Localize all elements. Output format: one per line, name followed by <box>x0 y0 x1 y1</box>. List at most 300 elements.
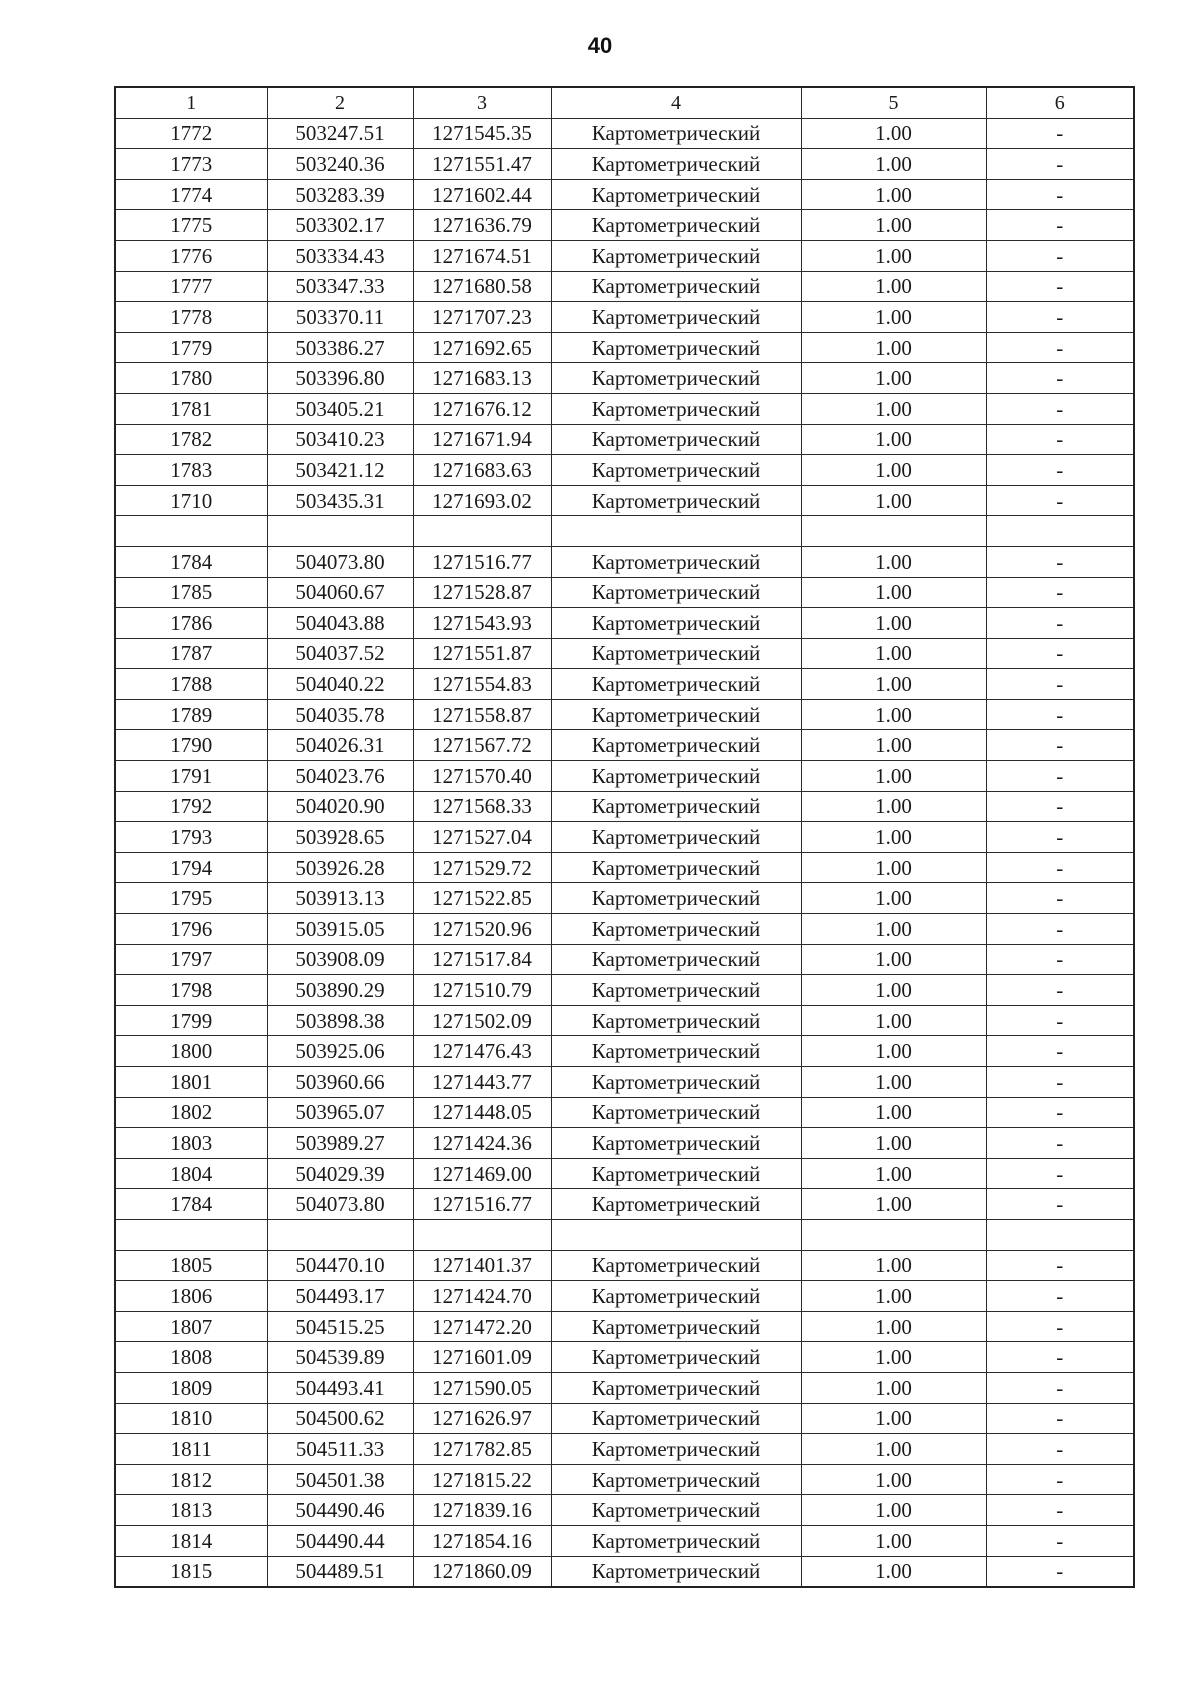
table-cell: 1271545.35 <box>413 118 551 149</box>
table-cell: 1271517.84 <box>413 944 551 975</box>
table-cell: - <box>986 730 1134 761</box>
table-cell: Картометрический <box>551 485 801 516</box>
table-cell: 503347.33 <box>267 271 413 302</box>
table-cell: Картометрический <box>551 179 801 210</box>
table-cell: 1271683.13 <box>413 363 551 394</box>
table-cell: 1.00 <box>801 302 986 333</box>
table-cell: 1.00 <box>801 761 986 792</box>
table-cell: Картометрический <box>551 975 801 1006</box>
table-cell: Картометрический <box>551 883 801 914</box>
table-row <box>115 1036 1134 1067</box>
table-cell: 1.00 <box>801 914 986 945</box>
table-cell: Картометрический <box>551 118 801 149</box>
table-cell: 1.00 <box>801 1067 986 1098</box>
table-cell: 1.00 <box>801 944 986 975</box>
table-cell: Картометрический <box>551 638 801 669</box>
table-cell: 1777 <box>115 271 267 302</box>
table-cell: 1.00 <box>801 822 986 853</box>
table-cell: - <box>986 638 1134 669</box>
table-cell: - <box>986 822 1134 853</box>
table-cell: 1.00 <box>801 669 986 700</box>
table-cell: 1271551.87 <box>413 638 551 669</box>
table-row <box>115 852 1134 883</box>
table-row <box>115 1158 1134 1189</box>
table-cell: 1812 <box>115 1464 267 1495</box>
table-cell: - <box>986 393 1134 424</box>
table-cell: Картометрический <box>551 1342 801 1373</box>
table-cell: 1782 <box>115 424 267 455</box>
table-cell: 1271527.04 <box>413 822 551 853</box>
table-cell: 504037.52 <box>267 638 413 669</box>
table-cell: 504493.41 <box>267 1372 413 1403</box>
table-cell: - <box>986 1005 1134 1036</box>
table-cell: Картометрический <box>551 393 801 424</box>
table-cell: 1797 <box>115 944 267 975</box>
table-row <box>115 393 1134 424</box>
table-cell: 504515.25 <box>267 1311 413 1342</box>
table-cell: 1810 <box>115 1403 267 1434</box>
table-cell: 503421.12 <box>267 455 413 486</box>
table-cell: 1.00 <box>801 1372 986 1403</box>
table-row <box>115 791 1134 822</box>
table-cell: 1.00 <box>801 118 986 149</box>
table-cell: - <box>986 608 1134 639</box>
table-cell: 1.00 <box>801 1158 986 1189</box>
table-cell: 1784 <box>115 546 267 577</box>
table-cell: Картометрический <box>551 332 801 363</box>
table-cell: - <box>986 1342 1134 1373</box>
table-cell: 1.00 <box>801 179 986 210</box>
table-cell: - <box>986 669 1134 700</box>
table-cell: 1271543.93 <box>413 608 551 639</box>
table-row <box>115 883 1134 914</box>
table-body <box>115 118 1134 1587</box>
table-cell: 504026.31 <box>267 730 413 761</box>
table-cell: 1.00 <box>801 1556 986 1587</box>
table-row <box>115 730 1134 761</box>
table-cell: 1.00 <box>801 393 986 424</box>
table-cell: - <box>986 332 1134 363</box>
table-cell: Картометрический <box>551 1464 801 1495</box>
table-cell: 1271529.72 <box>413 852 551 883</box>
table-cell: Картометрический <box>551 1097 801 1128</box>
table-cell: Картометрический <box>551 302 801 333</box>
table-cell: 504490.46 <box>267 1495 413 1526</box>
table-cell: 1776 <box>115 240 267 271</box>
table-cell: 503386.27 <box>267 332 413 363</box>
table-cell: 1.00 <box>801 1281 986 1312</box>
table-cell: 1271590.05 <box>413 1372 551 1403</box>
table-cell: 1789 <box>115 699 267 730</box>
table-row <box>115 608 1134 639</box>
table-cell: 1271671.94 <box>413 424 551 455</box>
table-cell: - <box>986 546 1134 577</box>
table-cell <box>551 1219 801 1250</box>
table-cell: - <box>986 1525 1134 1556</box>
table-cell: 1806 <box>115 1281 267 1312</box>
table-cell: 503410.23 <box>267 424 413 455</box>
table-cell: Картометрический <box>551 240 801 271</box>
table-cell: 503370.11 <box>267 302 413 333</box>
table-cell: 1786 <box>115 608 267 639</box>
column-header: 1 <box>115 87 267 118</box>
table-cell: 1802 <box>115 1097 267 1128</box>
table-cell: 1.00 <box>801 1525 986 1556</box>
table-cell: 1.00 <box>801 240 986 271</box>
table-cell: 1.00 <box>801 271 986 302</box>
table-cell: - <box>986 485 1134 516</box>
table-cell: 1.00 <box>801 730 986 761</box>
table-cell: 1271602.44 <box>413 179 551 210</box>
table-cell: 1271558.87 <box>413 699 551 730</box>
table-cell: 1.00 <box>801 1495 986 1526</box>
table-cell: - <box>986 1372 1134 1403</box>
table-cell: 503302.17 <box>267 210 413 241</box>
table-cell: 504043.88 <box>267 608 413 639</box>
table-cell: 503240.36 <box>267 149 413 180</box>
table-cell: 1.00 <box>801 149 986 180</box>
table-cell: 1809 <box>115 1372 267 1403</box>
table-cell: 1.00 <box>801 791 986 822</box>
table-cell <box>986 516 1134 547</box>
table-row <box>115 240 1134 271</box>
table-cell <box>267 1219 413 1250</box>
table-cell: - <box>986 1158 1134 1189</box>
table-cell: 504020.90 <box>267 791 413 822</box>
table-cell: - <box>986 577 1134 608</box>
table-cell: 503925.06 <box>267 1036 413 1067</box>
table-cell: 1271626.97 <box>413 1403 551 1434</box>
table-cell: 1271568.33 <box>413 791 551 822</box>
table-cell: - <box>986 1036 1134 1067</box>
table-cell: 1.00 <box>801 1403 986 1434</box>
table-cell: Картометрический <box>551 1403 801 1434</box>
table-cell: 1.00 <box>801 608 986 639</box>
table-cell: - <box>986 1556 1134 1587</box>
table-row <box>115 1005 1134 1036</box>
table-row <box>115 1525 1134 1556</box>
table-cell: - <box>986 455 1134 486</box>
table-row <box>115 1556 1134 1587</box>
table-cell: Картометрический <box>551 1158 801 1189</box>
table-cell: 1271469.00 <box>413 1158 551 1189</box>
table-cell: 503405.21 <box>267 393 413 424</box>
table-cell: 1271693.02 <box>413 485 551 516</box>
table-cell: 503247.51 <box>267 118 413 149</box>
table-cell: - <box>986 1434 1134 1465</box>
table-cell: - <box>986 1067 1134 1098</box>
table-cell: 1.00 <box>801 332 986 363</box>
column-header: 4 <box>551 87 801 118</box>
table-cell: 1.00 <box>801 1311 986 1342</box>
table-cell: 1795 <box>115 883 267 914</box>
table-row <box>115 149 1134 180</box>
table-cell: 1779 <box>115 332 267 363</box>
table-row <box>115 1434 1134 1465</box>
table-cell: 1710 <box>115 485 267 516</box>
table-cell: 1.00 <box>801 883 986 914</box>
table-cell: - <box>986 1495 1134 1526</box>
table-cell: 1271516.77 <box>413 1189 551 1220</box>
table-cell: 503898.38 <box>267 1005 413 1036</box>
coordinates-table-container <box>114 86 1135 1588</box>
table-cell: 1794 <box>115 852 267 883</box>
table-cell <box>413 516 551 547</box>
table-cell: - <box>986 699 1134 730</box>
table-cell: 1271551.47 <box>413 149 551 180</box>
table-cell: 1271502.09 <box>413 1005 551 1036</box>
table-cell: 1.00 <box>801 1342 986 1373</box>
table-cell: 1781 <box>115 393 267 424</box>
table-cell: Картометрический <box>551 914 801 945</box>
table-row <box>115 669 1134 700</box>
table-cell: 1805 <box>115 1250 267 1281</box>
table-row <box>115 1372 1134 1403</box>
table-cell: Картометрический <box>551 577 801 608</box>
table-cell: 1271815.22 <box>413 1464 551 1495</box>
table-cell: Картометрический <box>551 271 801 302</box>
table-cell: - <box>986 1403 1134 1434</box>
table-cell: - <box>986 1250 1134 1281</box>
table-cell: Картометрический <box>551 1525 801 1556</box>
table-row <box>115 1311 1134 1342</box>
column-header: 6 <box>986 87 1134 118</box>
table-row <box>115 1403 1134 1434</box>
table-cell: 503989.27 <box>267 1128 413 1159</box>
coordinates-table <box>114 86 1135 1588</box>
table-row <box>115 302 1134 333</box>
table-cell: 1798 <box>115 975 267 1006</box>
table-cell: 1271839.16 <box>413 1495 551 1526</box>
table-row <box>115 179 1134 210</box>
table-cell: Картометрический <box>551 546 801 577</box>
table-cell: - <box>986 210 1134 241</box>
table-row <box>115 638 1134 669</box>
table-cell <box>115 1219 267 1250</box>
table-cell: 1793 <box>115 822 267 853</box>
table-cell: 1796 <box>115 914 267 945</box>
table-cell: - <box>986 944 1134 975</box>
column-header: 3 <box>413 87 551 118</box>
table-cell: - <box>986 1128 1134 1159</box>
table-cell: 1785 <box>115 577 267 608</box>
table-row <box>115 914 1134 945</box>
table-row <box>115 761 1134 792</box>
table-cell: 1815 <box>115 1556 267 1587</box>
table-cell: 503435.31 <box>267 485 413 516</box>
table-cell: 1.00 <box>801 1097 986 1128</box>
table-cell: 1773 <box>115 149 267 180</box>
table-cell: 1775 <box>115 210 267 241</box>
table-cell: 504539.89 <box>267 1342 413 1373</box>
table-cell: 1783 <box>115 455 267 486</box>
table-cell: 1271528.87 <box>413 577 551 608</box>
table-cell: - <box>986 271 1134 302</box>
table-cell: Картометрический <box>551 424 801 455</box>
table-cell: 503283.39 <box>267 179 413 210</box>
table-cell: 1271520.96 <box>413 914 551 945</box>
table-cell: Картометрический <box>551 1434 801 1465</box>
table-cell: 1800 <box>115 1036 267 1067</box>
table-cell: 1271472.20 <box>413 1311 551 1342</box>
table-cell: Картометрический <box>551 669 801 700</box>
table-cell: 1801 <box>115 1067 267 1098</box>
table-cell: - <box>986 363 1134 394</box>
table-row <box>115 363 1134 394</box>
table-row <box>115 699 1134 730</box>
table-cell: 1803 <box>115 1128 267 1159</box>
table-cell: 1.00 <box>801 1434 986 1465</box>
table-cell: 1271476.43 <box>413 1036 551 1067</box>
table-row <box>115 118 1134 149</box>
table-row <box>115 822 1134 853</box>
table-cell: 1271692.65 <box>413 332 551 363</box>
table-cell: 503928.65 <box>267 822 413 853</box>
table-cell: - <box>986 1311 1134 1342</box>
table-cell: 1.00 <box>801 485 986 516</box>
table-cell: - <box>986 791 1134 822</box>
table-cell: 503926.28 <box>267 852 413 883</box>
table-cell: 1271567.72 <box>413 730 551 761</box>
table-cell: 504023.76 <box>267 761 413 792</box>
table-cell: 503960.66 <box>267 1067 413 1098</box>
table-cell: 504489.51 <box>267 1556 413 1587</box>
table-cell: 504029.39 <box>267 1158 413 1189</box>
table-cell: 1813 <box>115 1495 267 1526</box>
table-cell: 1.00 <box>801 363 986 394</box>
table-row <box>115 1128 1134 1159</box>
table-cell: 504501.38 <box>267 1464 413 1495</box>
table-cell: 1.00 <box>801 1250 986 1281</box>
table-cell: 1.00 <box>801 1464 986 1495</box>
table-cell: - <box>986 914 1134 945</box>
table-cell: Картометрический <box>551 791 801 822</box>
table-cell: Картометрический <box>551 149 801 180</box>
table-cell: 1271601.09 <box>413 1342 551 1373</box>
table-cell: 504470.10 <box>267 1250 413 1281</box>
table-cell: 503913.13 <box>267 883 413 914</box>
table-cell: Картометрический <box>551 1495 801 1526</box>
table-cell: 1271401.37 <box>413 1250 551 1281</box>
table-cell: 1778 <box>115 302 267 333</box>
table-cell: 1.00 <box>801 975 986 1006</box>
table-cell: 1271424.70 <box>413 1281 551 1312</box>
table-cell: 503908.09 <box>267 944 413 975</box>
table-cell: 1271448.05 <box>413 1097 551 1128</box>
table-cell: 1.00 <box>801 210 986 241</box>
table-cell: Картометрический <box>551 455 801 486</box>
table-row <box>115 1342 1134 1373</box>
table-cell: 1271676.12 <box>413 393 551 424</box>
table-cell: - <box>986 302 1134 333</box>
table-cell: 1.00 <box>801 1189 986 1220</box>
table-cell: Картометрический <box>551 1128 801 1159</box>
table-cell <box>986 1219 1134 1250</box>
table-cell: Картометрический <box>551 699 801 730</box>
table-cell: 1792 <box>115 791 267 822</box>
table-cell: - <box>986 852 1134 883</box>
table-cell: Картометрический <box>551 730 801 761</box>
table-cell: 1784 <box>115 1189 267 1220</box>
table-cell: 1788 <box>115 669 267 700</box>
table-cell: 1.00 <box>801 577 986 608</box>
column-header: 2 <box>267 87 413 118</box>
table-cell: - <box>986 1097 1134 1128</box>
page-number: 40 <box>587 33 613 58</box>
table-cell: Картометрический <box>551 761 801 792</box>
table-cell: - <box>986 179 1134 210</box>
table-cell: 504493.17 <box>267 1281 413 1312</box>
table-cell: 503890.29 <box>267 975 413 1006</box>
table-cell: 503965.07 <box>267 1097 413 1128</box>
table-row <box>115 1464 1134 1495</box>
table-cell: 503396.80 <box>267 363 413 394</box>
table-cell: Картометрический <box>551 1250 801 1281</box>
table-cell: 1780 <box>115 363 267 394</box>
table-cell <box>413 1219 551 1250</box>
table-cell: 1271522.85 <box>413 883 551 914</box>
table-row <box>115 1219 1134 1250</box>
table-row <box>115 516 1134 547</box>
table-cell: Картометрический <box>551 363 801 394</box>
table-cell: Картометрический <box>551 1372 801 1403</box>
table-cell: Картометрический <box>551 1189 801 1220</box>
table-cell: 1.00 <box>801 455 986 486</box>
table-row <box>115 1097 1134 1128</box>
table-cell: 504060.67 <box>267 577 413 608</box>
table-row <box>115 210 1134 241</box>
table-cell: - <box>986 761 1134 792</box>
table-cell: 1811 <box>115 1434 267 1465</box>
table-cell: 504040.22 <box>267 669 413 700</box>
table-cell: 503915.05 <box>267 914 413 945</box>
table-cell: 1271554.83 <box>413 669 551 700</box>
table-cell: 1271424.36 <box>413 1128 551 1159</box>
table-row <box>115 455 1134 486</box>
table-cell: Картометрический <box>551 1036 801 1067</box>
table-cell <box>267 516 413 547</box>
table-cell: 1787 <box>115 638 267 669</box>
table-cell: - <box>986 424 1134 455</box>
table-cell: 1807 <box>115 1311 267 1342</box>
table-cell: 504490.44 <box>267 1525 413 1556</box>
table-cell: 1271782.85 <box>413 1434 551 1465</box>
table-cell: - <box>986 149 1134 180</box>
table-row <box>115 1281 1134 1312</box>
table-cell: 1271854.16 <box>413 1525 551 1556</box>
table-cell: 1271636.79 <box>413 210 551 241</box>
table-cell: 1.00 <box>801 1036 986 1067</box>
table-row <box>115 485 1134 516</box>
table-cell: 1271680.58 <box>413 271 551 302</box>
table-row <box>115 1495 1134 1526</box>
table-row <box>115 1250 1134 1281</box>
table-cell: 1271860.09 <box>413 1556 551 1587</box>
table-cell: 1791 <box>115 761 267 792</box>
table-cell: Картометрический <box>551 852 801 883</box>
table-row <box>115 944 1134 975</box>
table-cell: Картометрический <box>551 822 801 853</box>
table-cell: Картометрический <box>551 210 801 241</box>
table-cell: Картометрический <box>551 1005 801 1036</box>
table-cell: Картометрический <box>551 608 801 639</box>
table-cell <box>801 516 986 547</box>
table-cell: 1.00 <box>801 852 986 883</box>
table-row <box>115 271 1134 302</box>
table-cell: 1.00 <box>801 699 986 730</box>
table-cell: 1772 <box>115 118 267 149</box>
table-cell: Картометрический <box>551 1067 801 1098</box>
